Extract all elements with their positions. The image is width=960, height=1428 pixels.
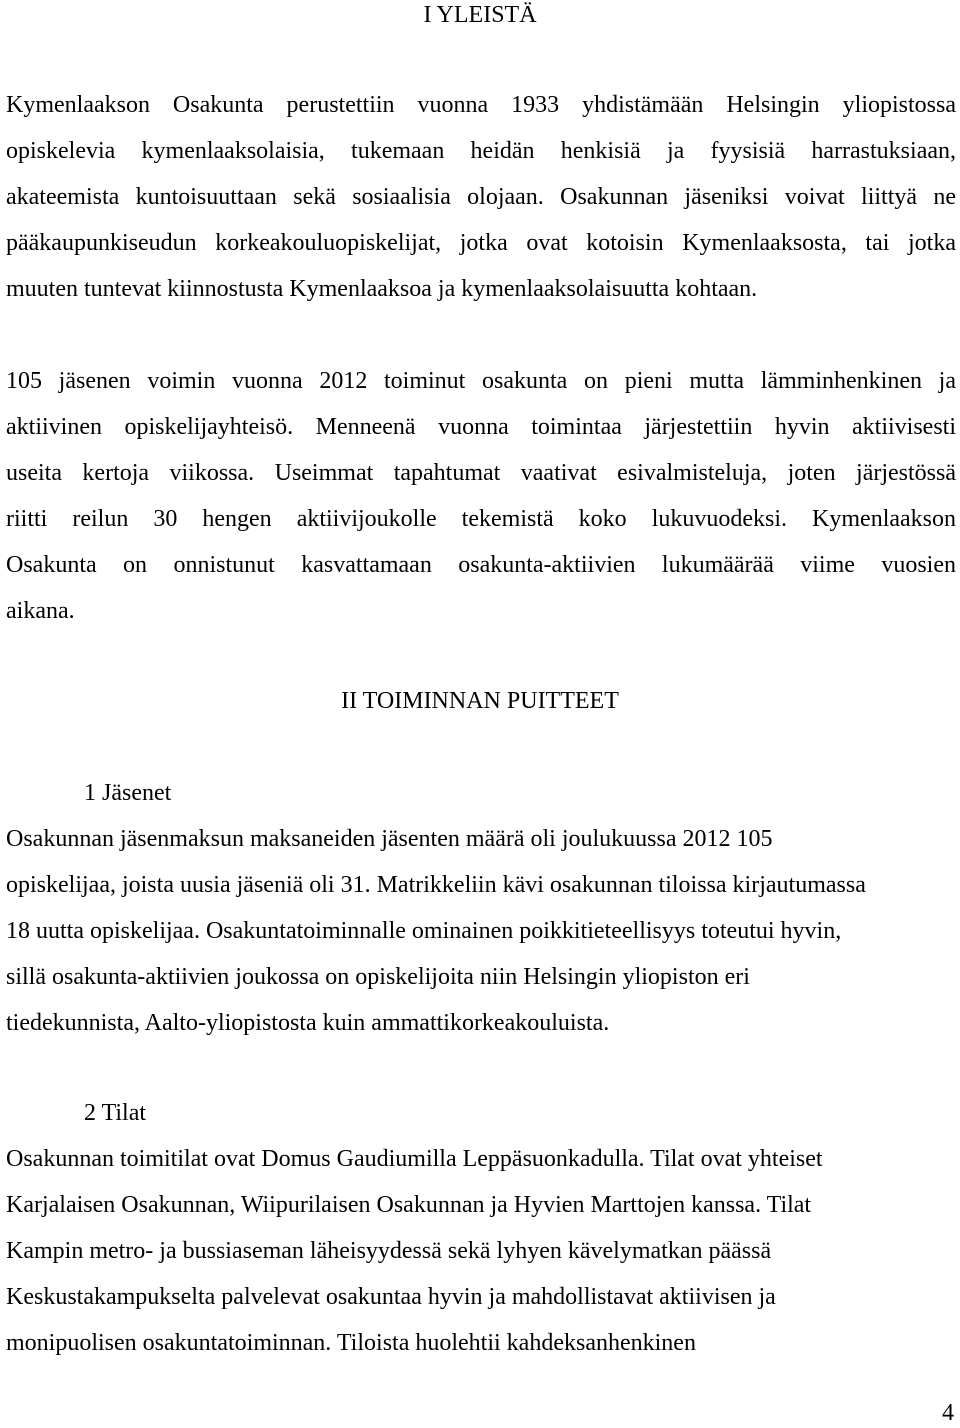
- text-line: Karjalaisen Osakunnan, Wiipurilaisen Osakunnan ja Hyvien Marttojen kanssa. Tilat: [6, 1192, 812, 1218]
- text-line: muuten tuntevat kiinnostusta Kymenlaaksoa ja kymenlaaksolaisuutta kohtaan.: [6, 276, 758, 302]
- text-line: Kampin metro- ja bussiaseman läheisyydessä sekä lyhyen kävelymatkan päässä: [6, 1238, 772, 1264]
- text-line: useita kertoja viikossa. Useimmat tapahtumat vaativat esivalmisteluja, joten järjestössä: [6, 460, 956, 486]
- text-line: opiskelevia kymenlaaksolaisia, tukemaan heidän henkisiä ja fyysisiä harrastuksiaan,: [6, 138, 956, 164]
- text-line: Osakunnan toimitilat ovat Domus Gaudiumilla Leppäsuonkadulla. Tilat ovat yhteiset: [6, 1146, 823, 1172]
- text-line: Osakunnan jäsenmaksun maksaneiden jäsenten määrä oli joulukuussa 2012 105: [6, 826, 773, 852]
- section-heading-puitteet: II TOIMINNAN PUITTEET: [341, 688, 619, 714]
- text-line: Kymenlaakson Osakunta perustettiin vuonna 1933 yhdistämään Helsingin yliopistossa: [6, 92, 956, 118]
- text-line: monipuolisen osakuntatoiminnan. Tiloista huolehtii kahdeksanhenkinen: [6, 1330, 696, 1356]
- text-line: tiedekunnista, Aalto-yliopistosta kuin ammattikorkeakouluista.: [6, 1010, 610, 1036]
- section-heading-yleista: I YLEISTÄ: [423, 2, 537, 28]
- text-line: pääkaupunkiseudun korkeakouluopiskelijat, jotka ovat kotoisin Kymenlaaksosta, tai jotka: [6, 230, 956, 256]
- text-line: 105 jäsenen voimin vuonna 2012 toiminut osakunta on pieni mutta lämminhenkinen ja: [6, 368, 956, 394]
- text-line: Osakunta on onnistunut kasvattamaan osakunta-aktiivien lukumäärää viime vuosien: [6, 552, 956, 578]
- subheading-jasenet: 1 Jäsenet: [84, 780, 172, 806]
- text-line: sillä osakunta-aktiivien joukossa on opiskelijoita niin Helsingin yliopiston eri: [6, 964, 750, 990]
- text-line: 18 uutta opiskelijaa. Osakuntatoiminnalle ominainen poikkitieteellisyys toteutui hyvin,: [6, 918, 842, 944]
- text-line: riitti reilun 30 hengen aktiivijoukolle tekemistä koko lukuvuodeksi. Kymenlaakson: [6, 506, 956, 532]
- page-number: 4: [942, 1400, 954, 1426]
- text-line: Keskustakampukselta palvelevat osakuntaa hyvin ja mahdollistavat aktiivisen ja: [6, 1284, 776, 1310]
- text-line: aktiivinen opiskelijayhteisö. Menneenä vuonna toimintaa järjestettiin hyvin aktiivisesti: [6, 414, 956, 440]
- text-line: aikana.: [6, 598, 75, 624]
- text-line: opiskelijaa, joista uusia jäseniä oli 31. Matrikkeliin kävi osakunnan tiloissa kirjautumassa: [6, 872, 866, 898]
- text-line: akateemista kuntoisuuttaan sekä sosiaalisia olojaan. Osakunnan jäseniksi voivat liittyä ne: [6, 184, 956, 210]
- subheading-tilat: 2 Tilat: [84, 1100, 147, 1126]
